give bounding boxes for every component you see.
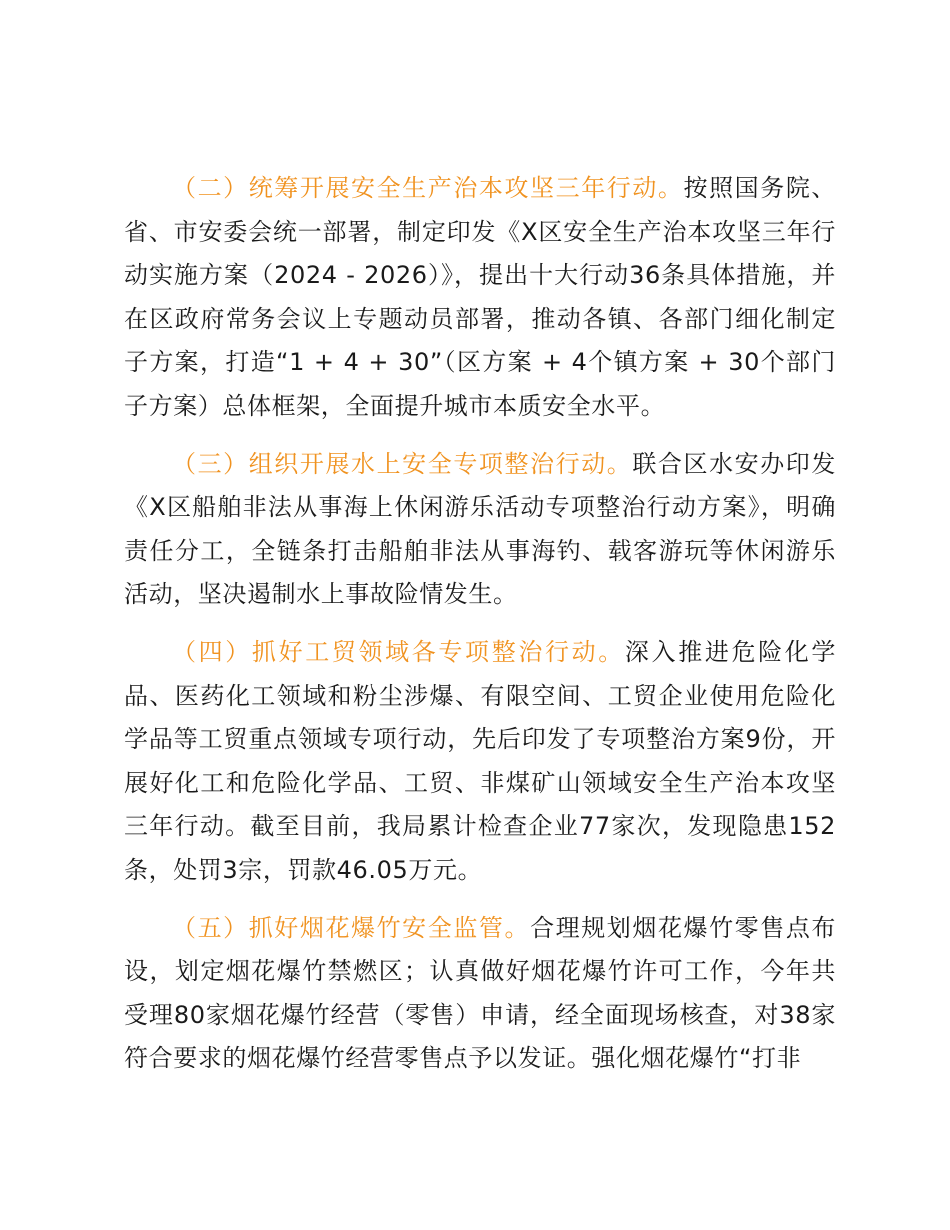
- section-heading-2: （二）统筹开展安全生产治本攻坚三年行动。: [172, 174, 684, 202]
- section-heading-3: （三）组织开展水上安全专项整治行动。: [172, 449, 633, 478]
- section-heading-5: （五）抓好烟花爆竹安全监管。: [172, 913, 531, 942]
- paragraph-section-2: [124, 167, 836, 429]
- paragraph-section-4: [124, 631, 836, 893]
- paragraph-section-3: [124, 443, 836, 617]
- section-body-3: 联合区水安办印发《X区船舶非法从事海上休闲游乐活动专项整治行动方案》，明确责任分工，全链条打击船舶非法从事海钓、载客游玩等休闲游乐活动，坚决遏制水上事故险情发生。: [124, 449, 836, 609]
- section-heading-4: （四）抓好工贸领域各专项整治行动。: [172, 637, 625, 666]
- document-body: [124, 167, 836, 1095]
- section-body-2: 按照国务院、省、市安委会统一部署，制定印发《X区安全生产治本攻坚三年行动实施方案（2024 - 2026）》，提出十大行动36条具体措施，并在区政府常务会议上专题动员部署，推动各镇、各部门细化制定子方案，打造“1 + 4 + 30”（区方案 + 4个镇方案 + 30个部门子方案）总体框架，全面提升城市本质安全水平。: [124, 174, 836, 420]
- section-body-5: 合理规划烟花爆竹零售点布设，划定烟花爆竹禁燃区；认真做好烟花爆竹许可工作，今年共受理80家烟花爆竹经营（零售）申请，经全面现场核查，对38家符合要求的烟花爆竹经营零售点予以发证。强化烟花爆竹“打非: [124, 913, 836, 1073]
- section-body-4: 深入推进危险化学品、医药化工领域和粉尘涉爆、有限空间、工贸企业使用危险化学品等工贸重点领域专项行动，先后印发了专项整治方案9份，开展好化工和危险化学品、工贸、非煤矿山领域安全生产治本攻坚三年行动。截至目前，我局累计检查企业77家次，发现隐患152条，处罚3宗，罚款46.05万元。: [124, 637, 836, 884]
- paragraph-section-5: [124, 907, 836, 1081]
